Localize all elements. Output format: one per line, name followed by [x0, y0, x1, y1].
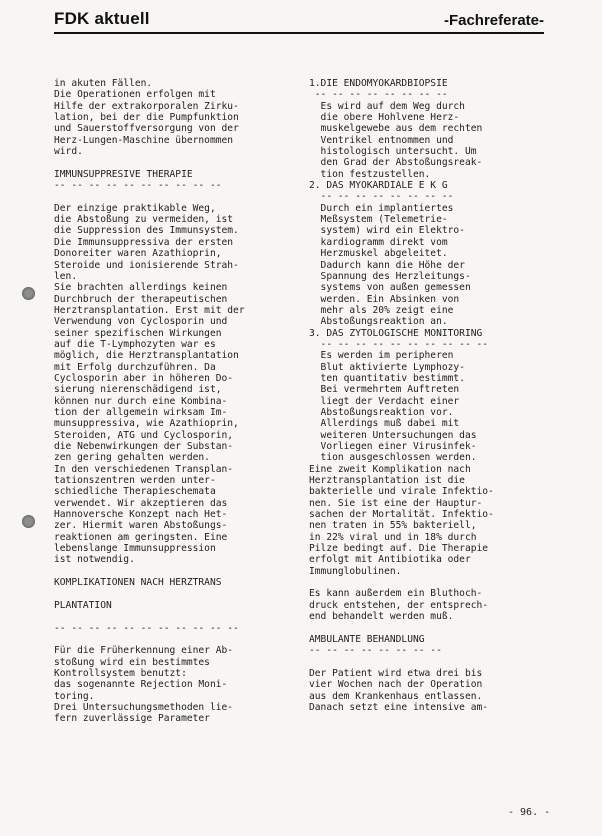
text-line: end behandelt werden muß. [309, 611, 454, 623]
text-line: Allerdings muß dabei mit [309, 418, 460, 430]
text-line: und Sauerstoffversorgung von der [54, 123, 239, 135]
text-line [54, 634, 290, 645]
text-line: weiteren Untersuchungen das [309, 429, 477, 441]
text-line: tion festzustellen. [309, 168, 431, 180]
text-line: tion der allgemein wirksam Im- [54, 406, 228, 418]
text-line: lation, bei der die Pumpfunktion [54, 112, 239, 124]
text-line: Meßsystem (Telemetrie- [309, 214, 448, 226]
text-line: Der einzige praktikable Weg, [54, 202, 216, 214]
page-number: - 96. - [508, 807, 551, 818]
text-line [54, 588, 290, 599]
text-line: kardiogramm direkt vom [309, 236, 448, 248]
text-line: die Abstoßung zu vermeiden, ist [54, 214, 234, 226]
left-column [54, 78, 290, 725]
text-line: aus dem Krankenhaus entlassen. [309, 690, 483, 702]
text-line: Abstoßungsreaktion an. [309, 316, 448, 328]
text-line [54, 157, 290, 168]
text-line [309, 577, 545, 588]
text-line: in akuten Fällen. [54, 78, 153, 89]
text-line: sierung nierenschädigend ist, [54, 384, 222, 396]
text-line: in 22% viral und in 18% durch [309, 531, 477, 543]
text-line: seiner spezifischen Wirkungen [54, 327, 222, 339]
text-line: Pilze bedingt auf. Die Therapie [309, 543, 489, 555]
text-line: Die Immunsuppressiva der ersten [54, 236, 234, 248]
text-line: auf die T-Lymphozyten war es [54, 338, 216, 350]
text-line: Es wird auf dem Weg durch [309, 100, 465, 112]
text-line: Donoreiter waren Azathioprin, [54, 248, 222, 260]
text-line: mit Erfolg durchzuführen. Da [54, 361, 216, 373]
text-line: histologisch untersucht. Um [309, 146, 477, 158]
text-line: Steroiden, ATG und Cyclosporin, [54, 429, 234, 441]
text-line: Steroide und ionisierende Strah- [54, 259, 239, 271]
text-line [309, 623, 545, 634]
text-line: len. [54, 270, 78, 282]
text-line: 2. DAS MYOKARDIALE E K G [309, 180, 448, 192]
text-line: die Nebenwirkungen der Substan- [54, 441, 234, 452]
right-column [309, 78, 545, 713]
text-line: nen traten in 55% bakteriell, [309, 520, 477, 532]
text-line: Cyclosporin aber in höheren Do- [54, 372, 234, 384]
text-line: systems von außen gemessen [309, 282, 471, 294]
text-line: Herzmuskel abgeleitet. [309, 248, 448, 260]
text-line: ten quantitativ bestimmt. [309, 372, 465, 384]
text-line: Vorliegen einer Virusinfek- [309, 441, 477, 452]
text-line: sachen der Mortalität. Infektio- [309, 509, 494, 521]
text-line: Bei vermehrtem Auftreten [309, 384, 460, 396]
punch-hole-icon [22, 287, 35, 300]
text-line: toring. [54, 690, 95, 702]
text-line: Die Operationen erfolgen mit [54, 89, 216, 101]
text-line: KOMPLIKATIONEN NACH HERZTRANS [54, 577, 222, 589]
text-line [54, 566, 290, 577]
text-line: PLANTATION [54, 599, 112, 611]
text-line: -- -- -- -- -- -- -- -- [309, 191, 454, 203]
text-line: -- -- -- -- -- -- -- -- [309, 89, 448, 101]
text-line: die Suppression des Immunsystem. [54, 225, 239, 237]
text-line: mehr als 20% zeigt eine [309, 304, 454, 316]
text-line: Durchbruch der therapeutischen [54, 293, 228, 305]
text-line: Dadurch kann die Höhe der [309, 259, 465, 271]
text-line: vier Wochen nach der Operation [309, 679, 483, 691]
text-line: liegt der Verdacht einer [309, 395, 460, 407]
text-line: werden. Ein Absinken von [309, 293, 460, 305]
text-line: -- -- -- -- -- -- -- -- [309, 645, 442, 657]
text-line: Spannung des Herzleitungs- [309, 270, 471, 282]
text-line: Es werden im peripheren [309, 350, 454, 362]
text-line: Verwendung von Cyclosporin und [54, 316, 228, 328]
punch-hole-icon [22, 515, 35, 528]
text-line [54, 191, 290, 202]
text-line: druck entstehen, der entsprech- [309, 599, 489, 611]
text-line: verwendet. Wir akzeptieren das [54, 497, 228, 509]
text-line: zer. Hiermit waren Abstoßungs- [54, 520, 228, 532]
text-line: muskelgewebe aus dem rechten [309, 123, 483, 135]
text-line: Drei Untersuchungsmethoden lie- [54, 701, 234, 713]
text-line: ist notwendig. [54, 554, 135, 566]
text-line: In den verschiedenen Transplan- [54, 463, 234, 475]
text-line: den Grad der Abstoßungsreak- [309, 157, 483, 169]
text-line: tationszentren werden unter- [54, 475, 216, 487]
text-line: munsuppressiva, wie Azathioprin, [54, 418, 239, 430]
text-line: stoßung wird ein bestimmtes [54, 656, 210, 668]
text-line: Abstoßungsreaktion vor. [309, 406, 454, 418]
text-line: können nur durch eine Kombina- [54, 395, 228, 407]
text-line: -- -- -- -- -- -- -- -- -- -- [309, 338, 489, 350]
text-line: tion ausgeschlossen werden. [309, 452, 477, 464]
text-line: nen. Sie ist eine der Hauptur- [309, 497, 483, 509]
text-line: 1.DIE ENDOMYOKARDBIOPSIE [309, 78, 448, 89]
text-line: lebenslange Immunsuppression [54, 543, 216, 555]
text-line: -- -- -- -- -- -- -- -- -- -- -- [54, 622, 239, 634]
text-line: Durch ein implantiertes [309, 202, 454, 214]
text-line: reaktionen am geringsten. Eine [54, 531, 228, 543]
header-rule [54, 32, 544, 34]
text-line: Herz-Lungen-Maschine übernommen [54, 134, 234, 146]
text-line: IMMUNSUPPRESIVE THERAPIE [54, 168, 193, 180]
text-line: Es kann außerdem ein Bluthoch- [309, 588, 483, 600]
text-line: Kontrollsystem benutzt: [54, 667, 187, 679]
text-line: das sogenannte Rejection Moni- [54, 679, 228, 691]
text-line: Herztransplantation. Erst mit der [54, 304, 245, 316]
text-line: Danach setzt eine intensive am- [309, 701, 489, 713]
text-line: Für die Früherkennung einer Ab- [54, 645, 234, 657]
text-line: Herztransplantation ist die [309, 475, 465, 487]
header-title: FDK aktuell [54, 9, 150, 28]
text-line: Der Patient wird etwa drei bis [309, 667, 483, 679]
text-line: erfolgt mit Antibiotika oder [309, 554, 471, 566]
text-line: wird. [54, 146, 83, 158]
header-section: -Fachreferate- [443, 12, 544, 29]
text-line [309, 657, 545, 668]
text-line: Sie brachten allerdings keinen [54, 282, 228, 294]
text-line: möglich, die Herztransplantation [54, 350, 239, 362]
text-line: Immunglobulinen. [309, 565, 402, 577]
text-line [54, 611, 290, 622]
text-line: Hilfe der extrakorporalen Zirku- [54, 100, 239, 112]
text-line: 3. DAS ZYTOLOGISCHE MONITORING [309, 327, 483, 339]
text-line: -- -- -- -- -- -- -- -- -- -- [54, 180, 222, 192]
text-line: system) wird ein Elektro- [309, 225, 465, 237]
text-line: AMBULANTE BEHANDLUNG [309, 633, 425, 645]
text-line: fern zuverlässige Parameter [54, 713, 210, 725]
text-line: schiedliche Therapieschemata [54, 486, 216, 498]
text-line: zen gering gehalten werden. [54, 452, 210, 464]
text-line: die obere Hohlvene Herz- [309, 112, 460, 124]
text-line: Hannoversche Konzept nach Het- [54, 509, 228, 521]
text-line: Blut aktivierte Lymphozy- [309, 361, 465, 373]
text-line: bakterielle und virale Infektio- [309, 486, 494, 498]
text-line: Eine zweit Komplikation nach [309, 463, 471, 475]
text-line: Ventrikel entnommen und [309, 134, 454, 146]
